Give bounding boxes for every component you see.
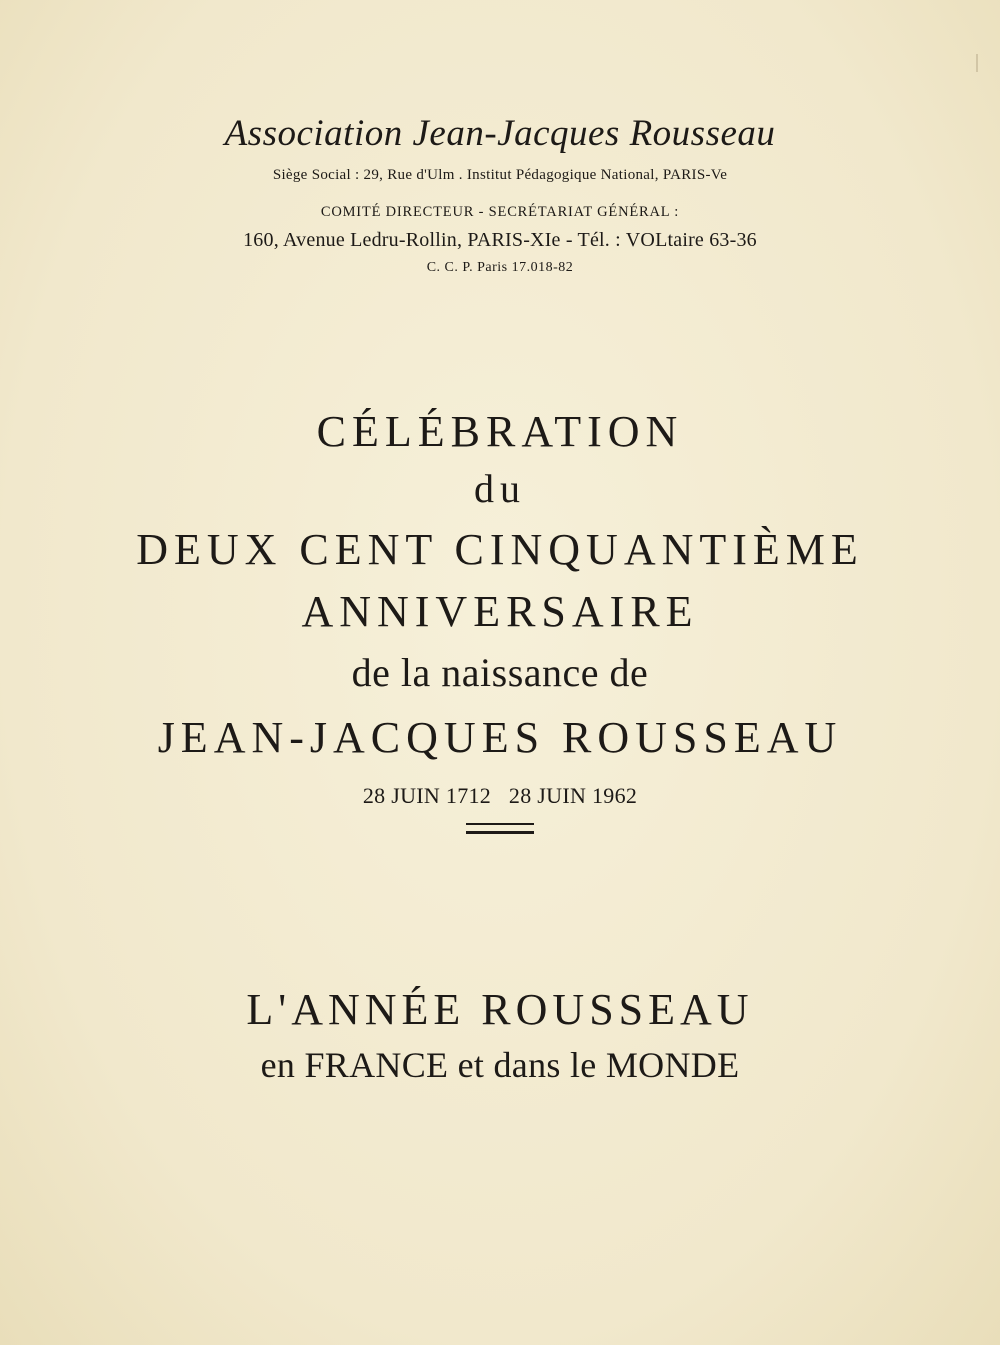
event-heading: [0, 980, 1000, 1090]
title-deux-cent: DEUX CENT CINQUANTIÈME: [136, 525, 864, 574]
divider-rule: [466, 823, 534, 834]
title-naissance: de la naissance de: [351, 650, 649, 695]
france-monde-subtitle: en FRANCE et dans le MONDE: [260, 1045, 740, 1085]
title-rousseau-name: JEAN-JACQUES ROUSSEAU: [157, 713, 843, 762]
letterhead: [0, 112, 1000, 276]
main-title: [0, 405, 1000, 834]
page-edge-mark: [976, 54, 978, 72]
dates-line: [0, 783, 1000, 809]
ccp-number: C. C. P. Paris 17.018-82: [426, 260, 574, 275]
title-celebration: CÉLÉBRATION: [316, 407, 684, 456]
title-anniversaire: ANNIVERSAIRE: [301, 587, 699, 636]
comite-directeur-line: COMITÉ DIRECTEUR - SECRÉTARIAT GÉNÉRAL :: [320, 204, 680, 220]
siege-social-line: Siège Social : 29, Rue d'Ulm . Institut Pédagogique National, PARIS-Ve: [272, 167, 728, 183]
anniversary-date: 28 JUIN 1962: [508, 783, 638, 808]
birth-date: 28 JUIN 1712: [362, 783, 492, 808]
association-name: Association Jean-Jacques Rousseau: [224, 113, 776, 154]
title-du: du: [474, 466, 526, 511]
secretariat-address: 160, Avenue Ledru-Rollin, PARIS-XIe - Tél. : VOLtaire 63-36: [243, 229, 757, 251]
annee-rousseau-title: L'ANNÉE ROUSSEAU: [246, 985, 754, 1034]
